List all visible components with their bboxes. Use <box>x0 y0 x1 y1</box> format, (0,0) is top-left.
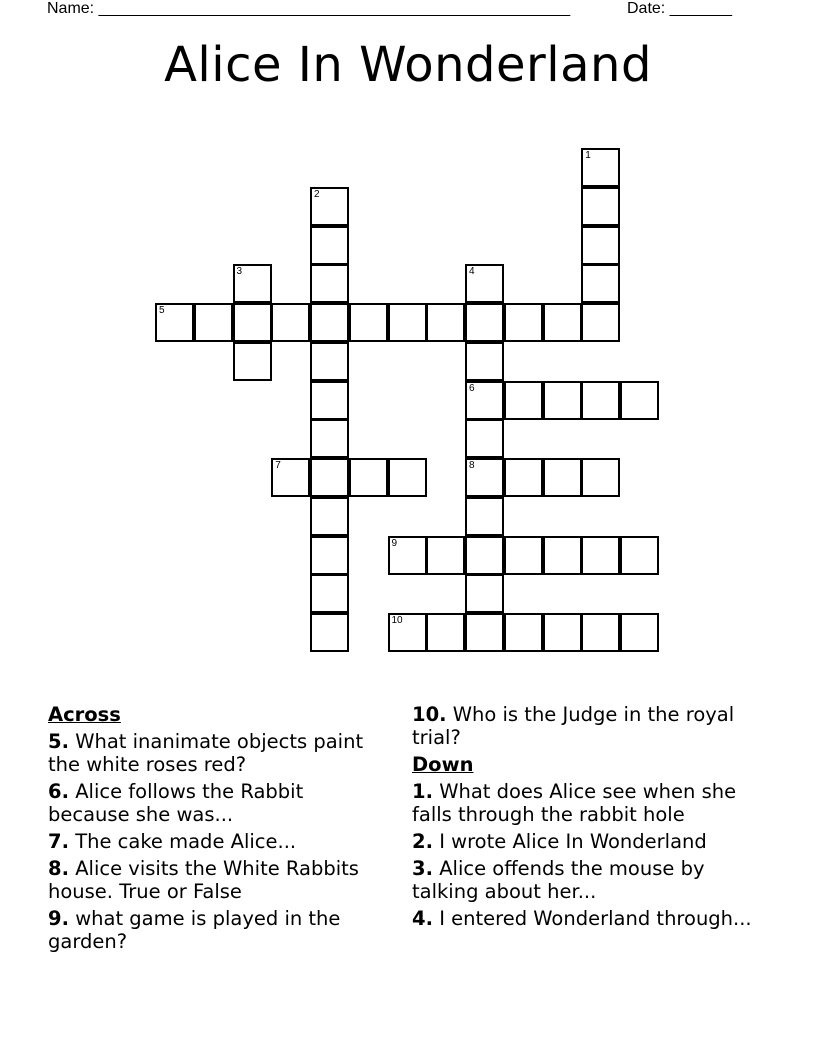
grid-cell[interactable] <box>581 381 620 420</box>
grid-cell[interactable] <box>388 536 427 575</box>
grid-cell[interactable] <box>388 303 427 342</box>
grid-cell[interactable] <box>543 381 582 420</box>
grid-cell[interactable] <box>426 613 465 652</box>
clues-right-column <box>412 703 772 934</box>
clue-number: 8 <box>469 460 475 471</box>
grid-cell[interactable] <box>349 458 388 497</box>
clue-number: 10 <box>391 615 403 626</box>
grid-cell[interactable] <box>426 303 465 342</box>
across-clue-10: 10. Who is the Judge in the royal trial? <box>412 703 735 749</box>
grid-cell[interactable] <box>581 536 620 575</box>
grid-cell[interactable] <box>310 342 349 381</box>
grid-cell[interactable] <box>310 264 349 303</box>
grid-cell[interactable] <box>310 536 349 575</box>
grid-cell[interactable] <box>233 342 272 381</box>
grid-cell[interactable] <box>465 381 504 420</box>
down-clue-4: 4. I entered Wonderland through... <box>412 907 752 930</box>
clue-number: 7 <box>275 460 281 471</box>
clue-number: 9 <box>391 537 398 549</box>
grid-cell[interactable] <box>620 536 659 575</box>
across-clue-5: 5. What inanimate objects paint the white roses red? <box>48 730 364 776</box>
grid-cell[interactable] <box>581 187 620 226</box>
grid-cell[interactable] <box>504 458 543 497</box>
grid-cell[interactable] <box>465 342 504 381</box>
grid-cell[interactable] <box>465 419 504 458</box>
grid-cell[interactable] <box>620 381 659 420</box>
across-heading: Across <box>48 703 121 726</box>
across-clue-6: 6. Alice follows the Rabbit because she was... <box>48 780 304 826</box>
grid-cell[interactable] <box>581 458 620 497</box>
clue-number: 4 <box>469 266 475 278</box>
grid-cell[interactable] <box>310 381 349 420</box>
grid-cell[interactable] <box>388 613 427 652</box>
name-field[interactable]: Name: _____________________________________________________ <box>47 0 571 17</box>
grid-cell[interactable] <box>310 497 349 536</box>
grid-cell[interactable] <box>310 303 349 342</box>
grid-cell[interactable] <box>581 226 620 265</box>
down-clue-3: 3. Alice offends the mouse by talking about her... <box>412 857 705 903</box>
date-field[interactable]: Date: _______ <box>627 0 732 17</box>
grid-cell[interactable] <box>504 613 543 652</box>
grid-cell[interactable] <box>620 613 659 652</box>
clue-number: 1 <box>585 150 591 161</box>
down-clue-1: 1. What does Alice see when she falls through the rabbit hole <box>412 780 737 826</box>
across-clue-7: 7. The cake made Alice... <box>48 830 297 853</box>
grid-cell[interactable] <box>581 264 620 303</box>
grid-cell[interactable] <box>310 187 349 226</box>
grid-cell[interactable] <box>426 536 465 575</box>
grid-cell[interactable] <box>504 381 543 420</box>
grid-cell[interactable] <box>388 458 427 497</box>
grid-cell[interactable] <box>543 536 582 575</box>
grid-cell[interactable] <box>504 303 543 342</box>
grid-cell[interactable] <box>543 303 582 342</box>
down-heading: Down <box>412 753 474 776</box>
clues-left-column <box>48 703 388 957</box>
grid-cell[interactable] <box>310 226 349 265</box>
clue-number: 5 <box>159 305 165 316</box>
down-clue-2: 2. I wrote Alice In Wonderland <box>412 830 707 853</box>
grid-cell[interactable] <box>465 458 504 497</box>
clue-number: 6 <box>469 382 475 394</box>
grid-cell[interactable] <box>581 148 620 187</box>
across-clue-8: 8. Alice visits the White Rabbits house. True or False <box>48 857 359 903</box>
grid-cell[interactable] <box>543 613 582 652</box>
grid-cell[interactable] <box>310 613 349 652</box>
grid-cell[interactable] <box>349 303 388 342</box>
grid-cell[interactable] <box>465 264 504 303</box>
grid-cell[interactable] <box>465 303 504 342</box>
grid-cell[interactable] <box>233 303 272 342</box>
clue-number: 2 <box>314 188 320 200</box>
grid-cell[interactable] <box>194 303 233 342</box>
grid-cell[interactable] <box>581 303 620 342</box>
grid-cell[interactable] <box>465 497 504 536</box>
grid-cell[interactable] <box>465 536 504 575</box>
clue-number: 3 <box>236 266 243 278</box>
grid-cell[interactable] <box>310 419 349 458</box>
grid-cell[interactable] <box>310 458 349 497</box>
page-title: Alice In Wonderland <box>164 37 652 93</box>
grid-cell[interactable] <box>233 264 272 303</box>
across-clue-9: 9. what game is played in the garden? <box>48 907 341 953</box>
grid-cell[interactable] <box>543 458 582 497</box>
grid-cell[interactable] <box>155 303 194 342</box>
grid-cell[interactable] <box>271 303 310 342</box>
grid-cell[interactable] <box>465 613 504 652</box>
grid-cell[interactable] <box>581 613 620 652</box>
grid-cell[interactable] <box>465 574 504 613</box>
grid-cell[interactable] <box>271 458 310 497</box>
grid-cell[interactable] <box>504 536 543 575</box>
grid-cell[interactable] <box>310 574 349 613</box>
